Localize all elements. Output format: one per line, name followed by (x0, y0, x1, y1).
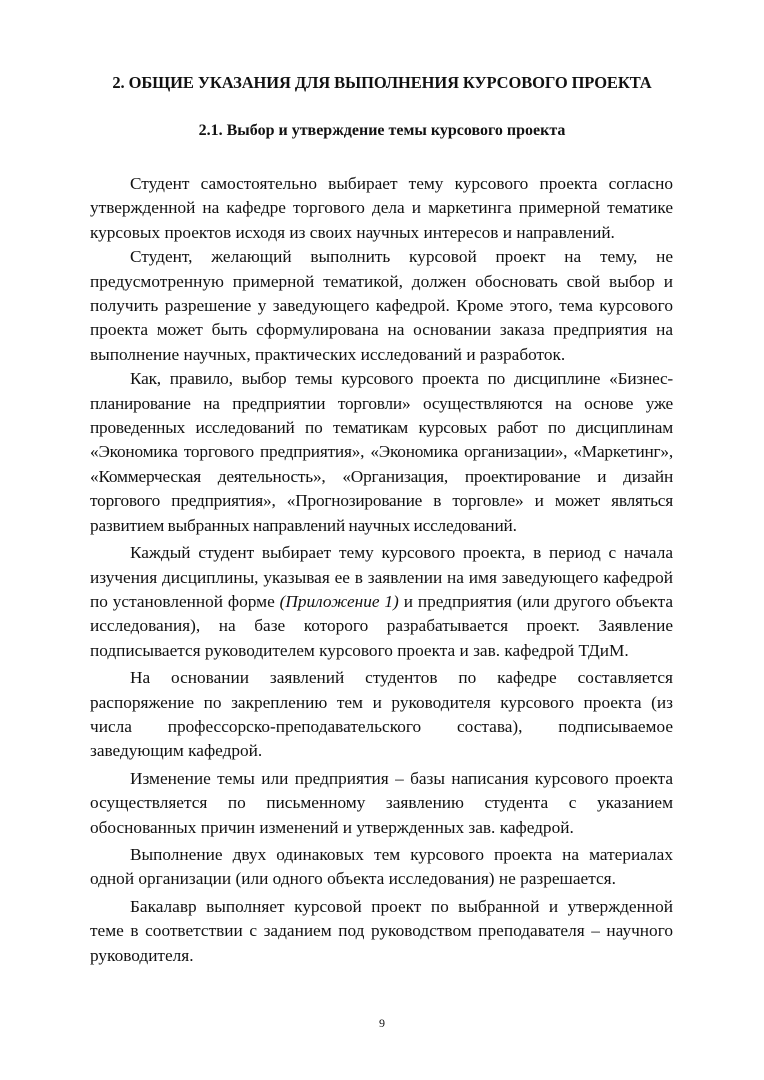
appendix-reference: (Приложение 1) (279, 591, 399, 611)
paragraph-application-text-before: Каждый студент выбирает тему курсового проекта, в период с начала изучения дисциплины, указывая ее в заявлении на имя заведующего кафедрой по установленной форме (90, 543, 673, 611)
paragraph-discipline-topics: Как, правило, выбор темы курсового проекта по дисциплине «Бизнес-планирование на предприятии торговли» осуществляются на основе уже проведенных исследований по тематикам курсовых работ по дисциплинам «Экономика торгового предприятия», «Экономика организации», «Маркетинг», «Коммерческая деятельность», «Организация, проектирование и дизайн торгового предприятия», «Прогнозирование в торговле» и может являться развитием выбранных направлений научных исследований. (90, 369, 673, 535)
section-title: 2. ОБЩИЕ УКАЗАНИЯ ДЛЯ ВЫПОЛНЕНИЯ КУРСОВОГО ПРОЕКТА (112, 73, 652, 92)
paragraph-supervision: Бакалавр выполняет курсовой проект по выбранной и утвержденной теме в соответствии с заданием под руководством преподавателя – научного руководителя. (90, 896, 673, 965)
page-number: 9 (379, 1016, 385, 1030)
paragraph-order: На основании заявлений студентов по кафедре составляется распоряжение по закреплению тем и руководителя курсового проекта (из числа профессорско-преподавательского состава), подписываемое заведующим кафедрой. (90, 668, 673, 761)
paragraph-own-topic: Студент, желающий выполнить курсовой проект на тему, не предусмотренную примерной тематикой, должен обосновать свой выбор и получить разрешение у заведующего кафедрой. Кроме этого, тема курсового проекта может быть сформулирована на основании заказа предприятия на выполнение научных, практических исследований и разработок. (90, 247, 673, 364)
paragraph-topic-change: Изменение темы или предприятия – базы написания курсового проекта осуществляется по письменному заявлению студента с указанием обоснованных причин изменений и утвержденных зав. кафедрой. (90, 768, 673, 837)
paragraph-duplicate-topics: Выполнение двух одинаковых тем курсового проекта на материалах одной организации (или одного объекта исследования) не разрешается. (90, 844, 673, 889)
paragraph-topic-selection: Студент самостоятельно выбирает тему курсового проекта согласно утвержденной на кафедре торгового дела и маркетинга примерной тематике курсовых проектов исходя из своих научных интересов и направлений. (90, 174, 673, 242)
body-text (90, 172, 673, 968)
subsection-title: 2.1. Выбор и утверждение темы курсового проекта (198, 122, 566, 139)
paragraph-application (90, 541, 673, 663)
paragraph-application-text-after: и предприятия (или другого объекта исследования), на базе которого разрабатывается проект. Заявление подписывается руководителем курсового проекта и зав. кафедрой ТДиМ. (90, 591, 674, 660)
